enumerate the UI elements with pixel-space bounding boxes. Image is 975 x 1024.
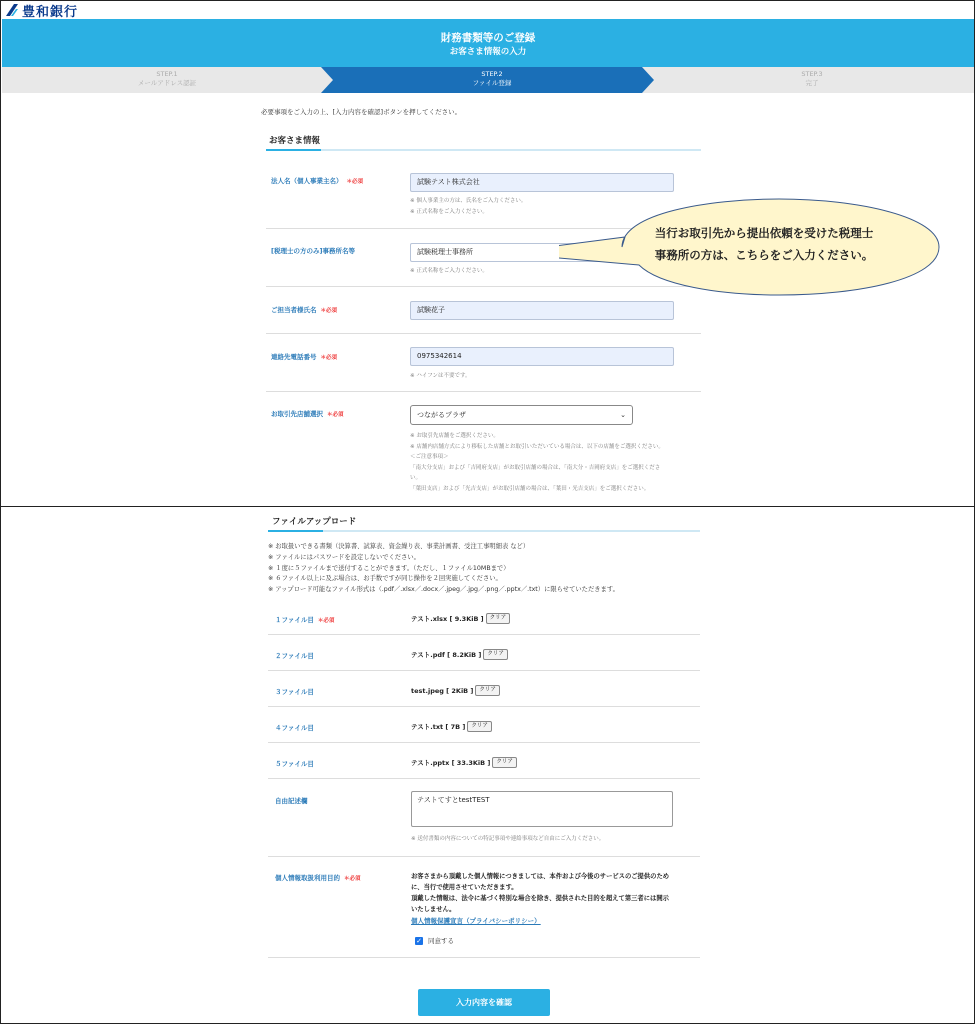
agree-label: 同意する (428, 937, 454, 945)
note-line: ＜ご注意事項＞ (410, 454, 449, 460)
required-mark: ＊必須 (317, 618, 335, 624)
confirm-input-button[interactable]: 入力内容を確認 (418, 989, 550, 1016)
branch-select[interactable] (410, 405, 633, 425)
page-header-banner (2, 19, 974, 67)
note-line: ※ 個人事業主の方は、氏名をご入力ください。 (410, 198, 527, 204)
file-5-input[interactable] (411, 757, 517, 768)
branch-label (271, 409, 344, 418)
file-3-name: test.jpeg [ 2KiB ] (411, 686, 474, 695)
instruction-line: ※ お取扱いできる書類（決算書、試算表、資金繰り表、事業計画書、受注工事明細表 など） (268, 543, 530, 550)
required-mark: ＊必須 (320, 308, 338, 314)
divider (268, 778, 700, 779)
privacy-label-text: 個人情報取扱利用目的 (275, 874, 340, 882)
section-underline (268, 530, 700, 532)
file-2-name: テスト.pdf [ 8.2KiB ] (411, 651, 482, 659)
step-1-number: STEP.1 (156, 70, 178, 78)
file-1-label (275, 615, 334, 624)
free-text-label: 自由記述欄 (275, 797, 308, 805)
file-4-clear-button[interactable]: クリア (467, 721, 492, 732)
step-3-label: 完了 (805, 79, 819, 87)
callout-bubble (559, 197, 941, 299)
file-2-input[interactable] (411, 649, 508, 660)
section-title-customer: お客さま情報 (269, 136, 321, 146)
privacy-line: お客さまから頂戴した個人情報につきましては、本件および今後のサービスのご提供のため (411, 873, 670, 880)
required-mark: ＊必須 (327, 412, 344, 418)
chevron-down-icon: ⌄ (620, 411, 626, 419)
file-1-clear-button[interactable]: クリア (486, 613, 511, 624)
required-mark: ＊必須 (346, 179, 364, 185)
file-2-label: ２ファイル目 (275, 652, 314, 660)
divider (268, 856, 700, 857)
instruction-line: ※ １度に５ファイルまで送付することができます。（ただし、１ファイル10MBまで） (268, 564, 510, 572)
callout-text-line: 当行お取引先から提出依頼を受けた税理士 (654, 226, 874, 240)
tax-office-input[interactable]: 試験税理士事務所 (410, 243, 674, 262)
file-1-input[interactable] (411, 613, 510, 624)
step-indicator (2, 67, 974, 93)
company-name-input[interactable]: 試験テスト株式会社 (410, 173, 674, 192)
callout-text-line: 事務所の方は、こちらをご入力ください。 (654, 248, 874, 262)
privacy-line: に、当行で使用させていただきます。 (411, 884, 518, 891)
contact-name-label (271, 305, 337, 314)
file-4-input[interactable] (411, 721, 492, 732)
bank-logo-icon (5, 3, 19, 17)
divider (266, 333, 701, 334)
note-line: ※ 店舗内店舗方式により移転した店舗とお取引いただいている場合は、以下の店舗をご選択ください。 (410, 443, 664, 450)
agree-checkbox[interactable]: ✓ (416, 936, 422, 945)
company-name-label-text: 法人名（個人事業主名） (271, 177, 343, 185)
phone-label (271, 352, 337, 361)
free-text-area[interactable]: テストてすとtestTEST (411, 791, 673, 827)
branch-notes (410, 431, 705, 494)
instruction-line: ※ ファイルにはパスワードを設定しないでください。 (268, 553, 420, 561)
registration-form-top (0, 0, 975, 507)
required-mark: ＊必須 (344, 876, 361, 882)
section-underline (266, 149, 701, 151)
divider (268, 742, 700, 743)
callout-text (599, 222, 929, 266)
required-mark: ＊必須 (320, 355, 338, 361)
contact-name-label-text: ご担当者様氏名 (271, 306, 317, 314)
phone-input[interactable]: 0975342614 (410, 347, 674, 366)
contact-name-input[interactable]: 試験花子 (410, 301, 674, 320)
step-1-label: メールアドレス認証 (137, 79, 197, 87)
file-2-clear-button[interactable]: クリア (483, 649, 508, 660)
upload-instructions (268, 542, 619, 596)
divider (268, 957, 700, 958)
tax-office-label: [税理士の方のみ]事務所名等 (271, 247, 355, 255)
phone-label-text: 連絡先電話番号 (271, 353, 317, 361)
divider (268, 634, 700, 635)
note-line: 「葉田支店」および「光吉支店」がお取引店舗の場合は、「葉田・光吉支店」をご選択ください。 (410, 485, 650, 492)
file-5-clear-button[interactable]: クリア (492, 757, 517, 768)
file-1-label-text: １ファイル目 (275, 616, 314, 624)
privacy-line: 頂戴した情報は、法令に基づく特別な場合を除き、提供された目的を超えて第三者には開示 (411, 895, 669, 902)
file-4-name: テスト.txt [ 7B ] (411, 723, 466, 731)
note-line: い。 (410, 475, 422, 481)
section-title-upload: ファイルアップロード (272, 517, 357, 527)
file-3-clear-button[interactable]: クリア (475, 685, 500, 696)
file-5-label: ５ファイル目 (275, 760, 314, 768)
step-1 (102, 70, 232, 88)
divider (266, 391, 701, 392)
divider (268, 670, 700, 671)
file-3-input[interactable] (411, 685, 500, 696)
page-subtitle: お客さま情報の入力 (449, 47, 527, 57)
free-text-note: ※ 送付書類の内容についての特記事項や連絡事項など自由にご入力ください。 (411, 836, 605, 842)
instruction-line: ※ アップロード可能なファイル形式は（.pdf／.xlsx／.docx／.jpeg／.jpg／.png／.pptx／.txt）に限らせていただきます。 (268, 586, 619, 594)
privacy-text (411, 871, 704, 915)
step-2 (422, 70, 562, 88)
bank-logo[interactable] (5, 2, 78, 18)
privacy-line: いたしません。 (411, 906, 456, 913)
note-line: ※ 正式名称をご入力ください。 (410, 208, 488, 215)
divider (268, 706, 700, 707)
step-2-label: ファイル登録 (472, 79, 512, 87)
file-3-label: ３ファイル目 (275, 688, 314, 696)
phone-note: ※ ハイフンは不要です。 (410, 373, 471, 379)
privacy-policy-link[interactable]: 個人情報保護宣言（プライバシーポリシー） (411, 917, 541, 925)
company-name-notes (410, 196, 526, 217)
branch-label-text: お取引先店舗選択 (271, 410, 323, 418)
intro-text: 必要事項をご入力の上、[入力内容を確認]ボタンを押してください。 (261, 108, 462, 116)
file-1-name: テスト.xlsx [ 9.3KiB ] (411, 615, 484, 623)
step-3-number: STEP.3 (801, 70, 823, 78)
note-line: 「南大分支店」および「吉岡府支店」がお取引店舗の場合は、「南大分・吉岡府支店」をご選択くださ (410, 464, 661, 471)
note-line: ※ お取引先店舗をご選択ください。 (410, 433, 499, 439)
bank-name: 豊和銀行 (22, 4, 79, 20)
agree-checkbox-row[interactable] (415, 936, 454, 945)
company-name-label (271, 176, 363, 185)
step-3 (762, 70, 862, 88)
file-4-label: ４ファイル目 (275, 724, 314, 732)
page-title: 財務書類等のご登録 (440, 32, 536, 44)
tax-office-note: ※ 正式名称をご入力ください。 (410, 268, 488, 274)
privacy-label (275, 873, 361, 882)
step-2-number: STEP.2 (481, 70, 503, 78)
branch-select-value: つながるプラザ (417, 411, 466, 419)
file-5-name: テスト.pptx [ 33.3KiB ] (411, 759, 491, 767)
instruction-line: ※ ６ファイル以上に及ぶ場合は、お手数ですが同じ操作を２回実施してください。 (268, 575, 502, 583)
